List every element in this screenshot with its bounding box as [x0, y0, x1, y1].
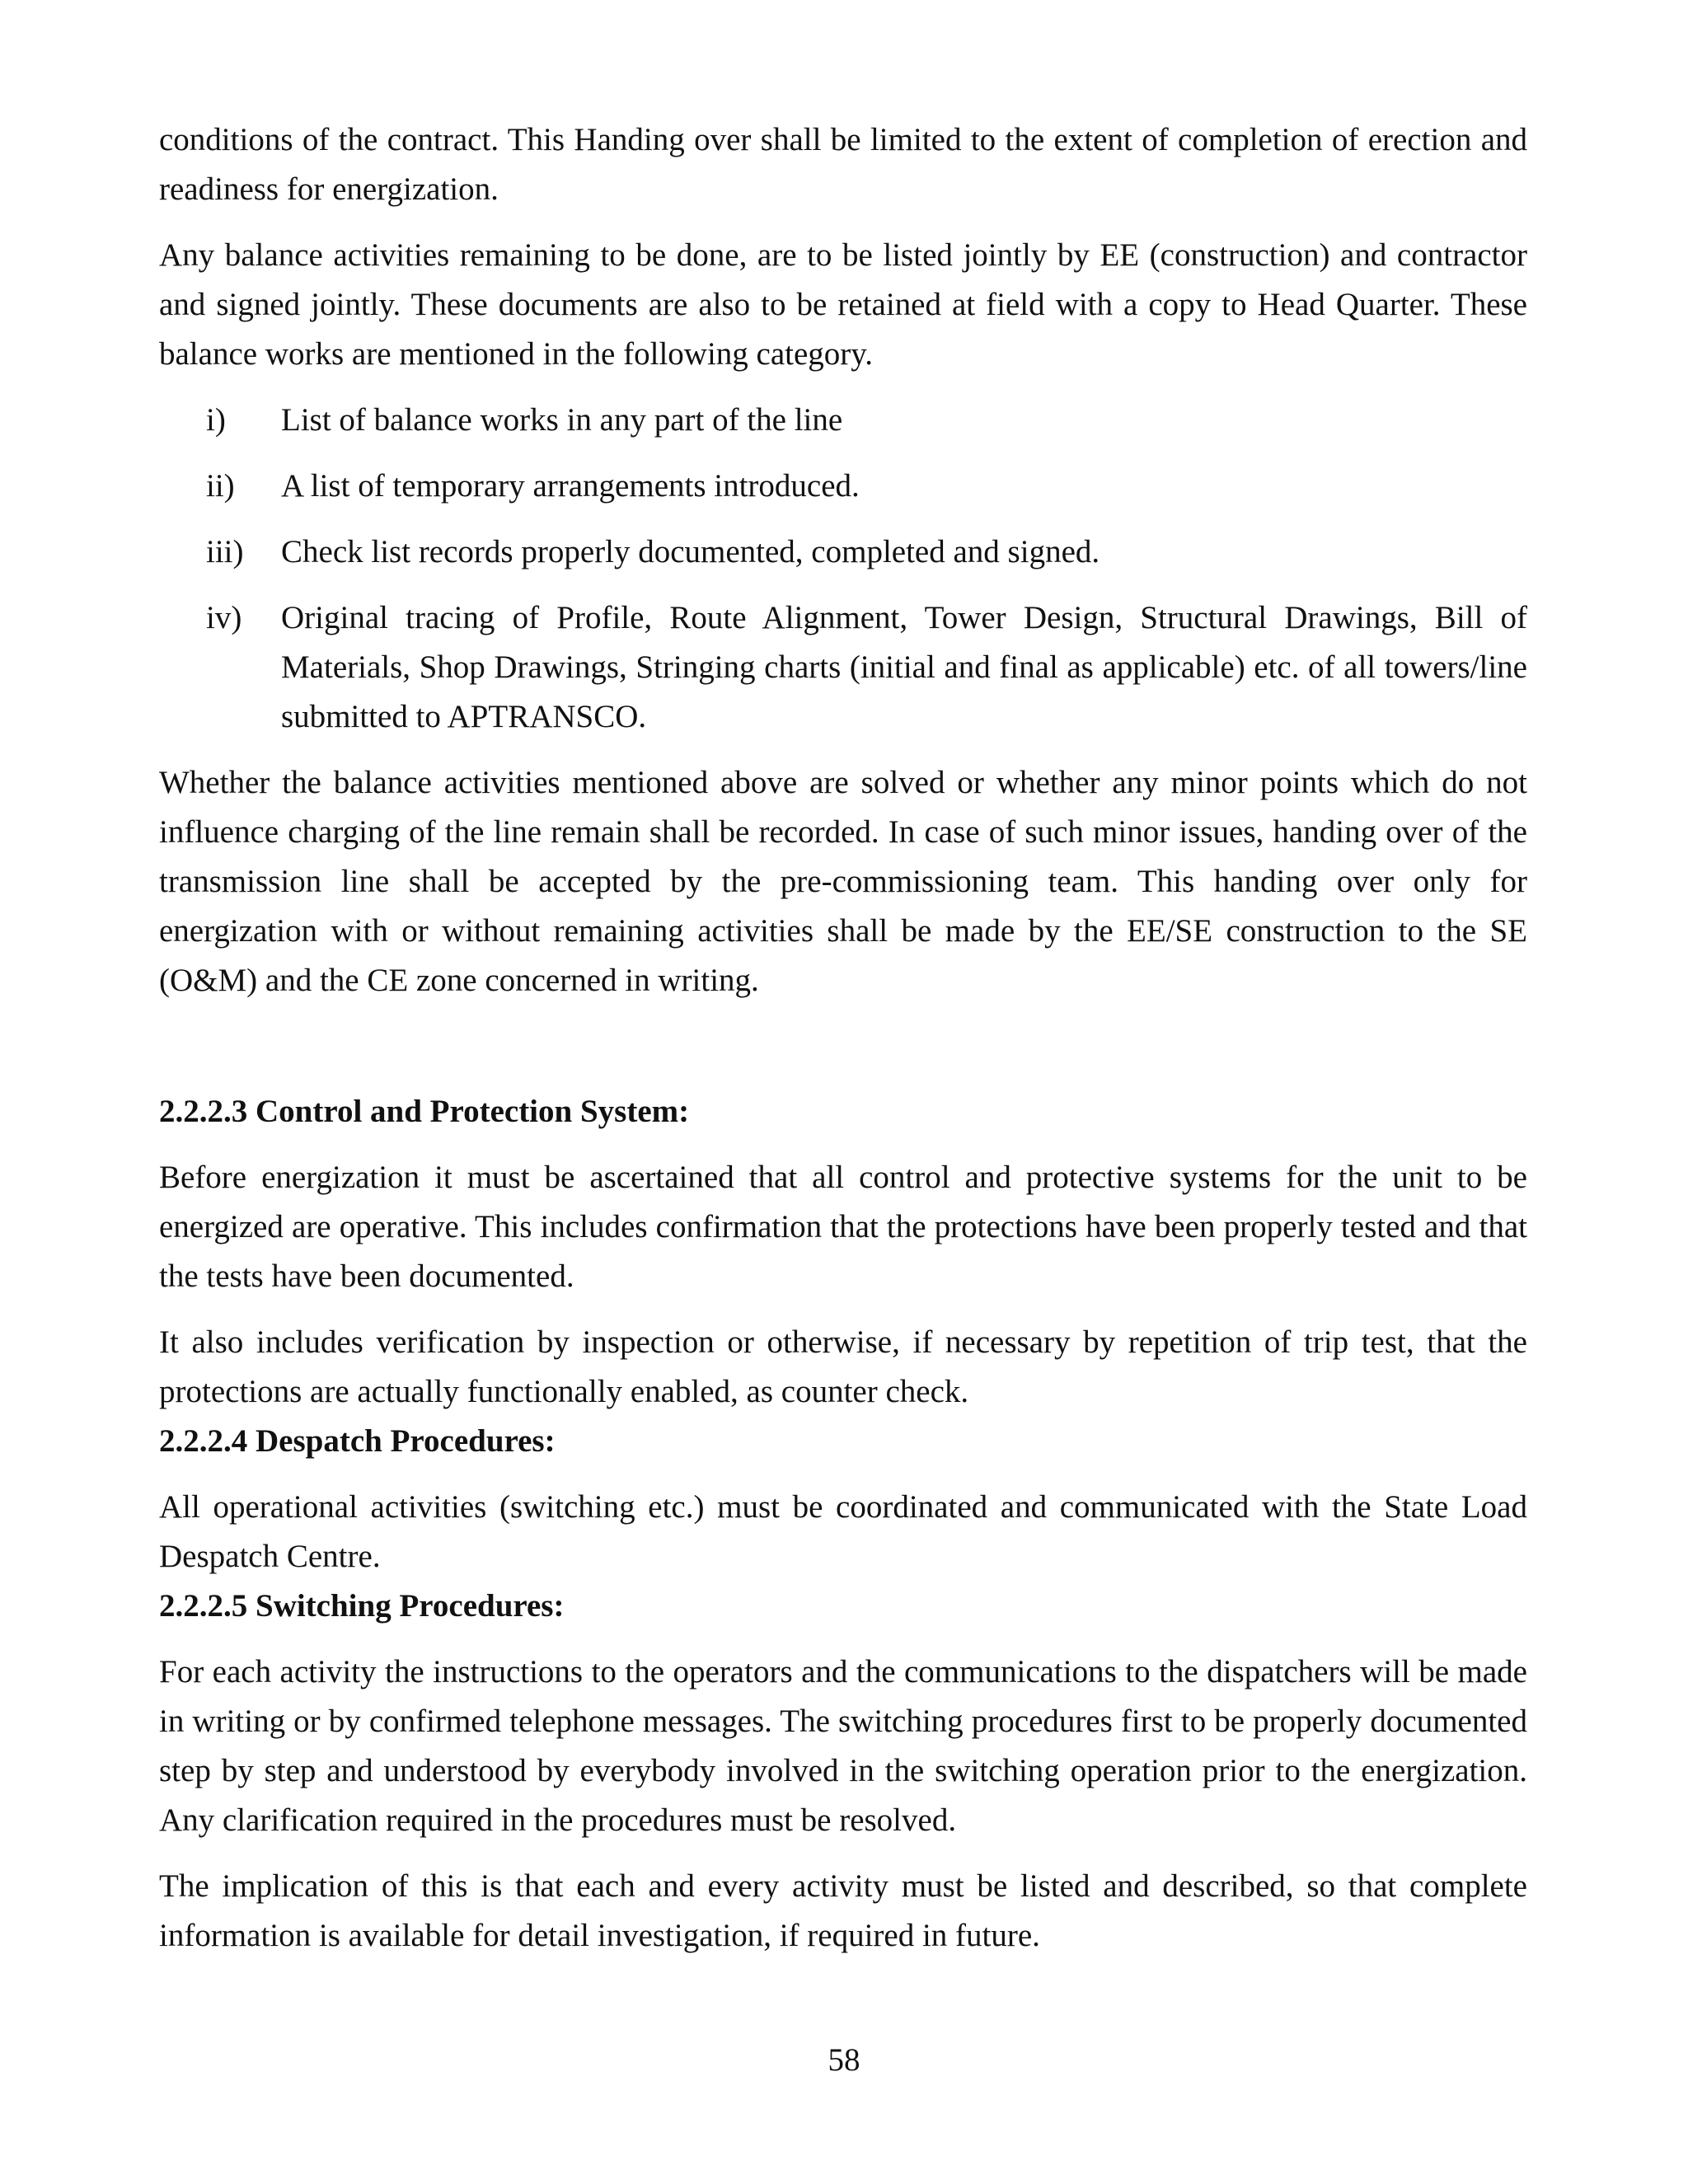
despatch-procedures-paragraph: All operational activities (switching etc.) must be coordinated and communicated with the State Load Despatch Centre.: [159, 1489, 1527, 1574]
page-number: 58: [828, 2042, 860, 2078]
list-item: [159, 396, 1527, 445]
handing-over-paragraph: Whether the balance activities mentioned above are solved or whether any minor points which do not influence charging of the line remain shall be recorded. In case of such minor issues, handing over of the transmission line shall be accepted by the pre-commissioning team. This handing over only for energization with or without remaining activities shall be made by the EE/SE construction to the SE (O&M) and the CE zone concerned in writing.: [159, 765, 1527, 998]
balance-activities-paragraph: Any balance activities remaining to be done, are to be listed jointly by EE (construction) and contractor and signed jointly. These documents are also to be retained at field with a copy to Head Quarter. These balance works are mentioned in the following category.: [159, 237, 1527, 372]
page-content: [159, 115, 1527, 1961]
section-heading-control-protection: 2.2.2.3 Control and Protection System:: [159, 1094, 690, 1129]
list-item-number: iii): [206, 534, 244, 569]
list-item: [159, 527, 1527, 577]
control-protection-paragraph-1: Before energization it must be ascertained that all control and protective systems for the unit to be energized are operative. This includes confirmation that the protections have been properly tested and that the tests have been documented.: [159, 1160, 1527, 1294]
section-heading-switching-procedures: 2.2.2.5 Switching Procedures:: [159, 1588, 565, 1624]
control-protection-paragraph-2: It also includes verification by inspection or otherwise, if necessary by repetition of trip test, that the protections are actually functionally enabled, as counter check.: [159, 1324, 1527, 1409]
intro-paragraph: conditions of the contract. This Handing over shall be limited to the extent of completion of erection and readiness for energization.: [159, 122, 1527, 207]
list-item: [159, 462, 1527, 511]
list-item-number: iv): [206, 600, 242, 635]
list-item: [159, 593, 1527, 742]
list-item-number: ii): [206, 468, 235, 504]
list-item-text: Check list records properly documented, completed and signed.: [281, 534, 1100, 569]
list-item-text: Original tracing of Profile, Route Alignment, Tower Design, Structural Drawings, Bill of Materials, Shop Drawings, Stringing charts (initial and final as applicable) etc. of all towers/line submitted to APTRANSCO.: [281, 600, 1527, 734]
section-heading-despatch-procedures: 2.2.2.4 Despatch Procedures:: [159, 1423, 556, 1459]
list-item-text: A list of temporary arrangements introduced.: [281, 468, 860, 504]
list-item-number: i): [206, 402, 226, 438]
balance-works-list: [159, 396, 1527, 742]
list-item-text: List of balance works in any part of the line: [281, 402, 843, 438]
switching-procedures-paragraph-2: The implication of this is that each and every activity must be listed and described, so that complete information is available for detail investigation, if required in future.: [159, 1868, 1527, 1953]
switching-procedures-paragraph-1: For each activity the instructions to the operators and the communications to the dispatchers will be made in writing or by confirmed telephone messages. The switching procedures first to be properly documented step by step and understood by everybody involved in the switching operation prior to the energization. Any clarification required in the procedures must be resolved.: [159, 1654, 1527, 1838]
